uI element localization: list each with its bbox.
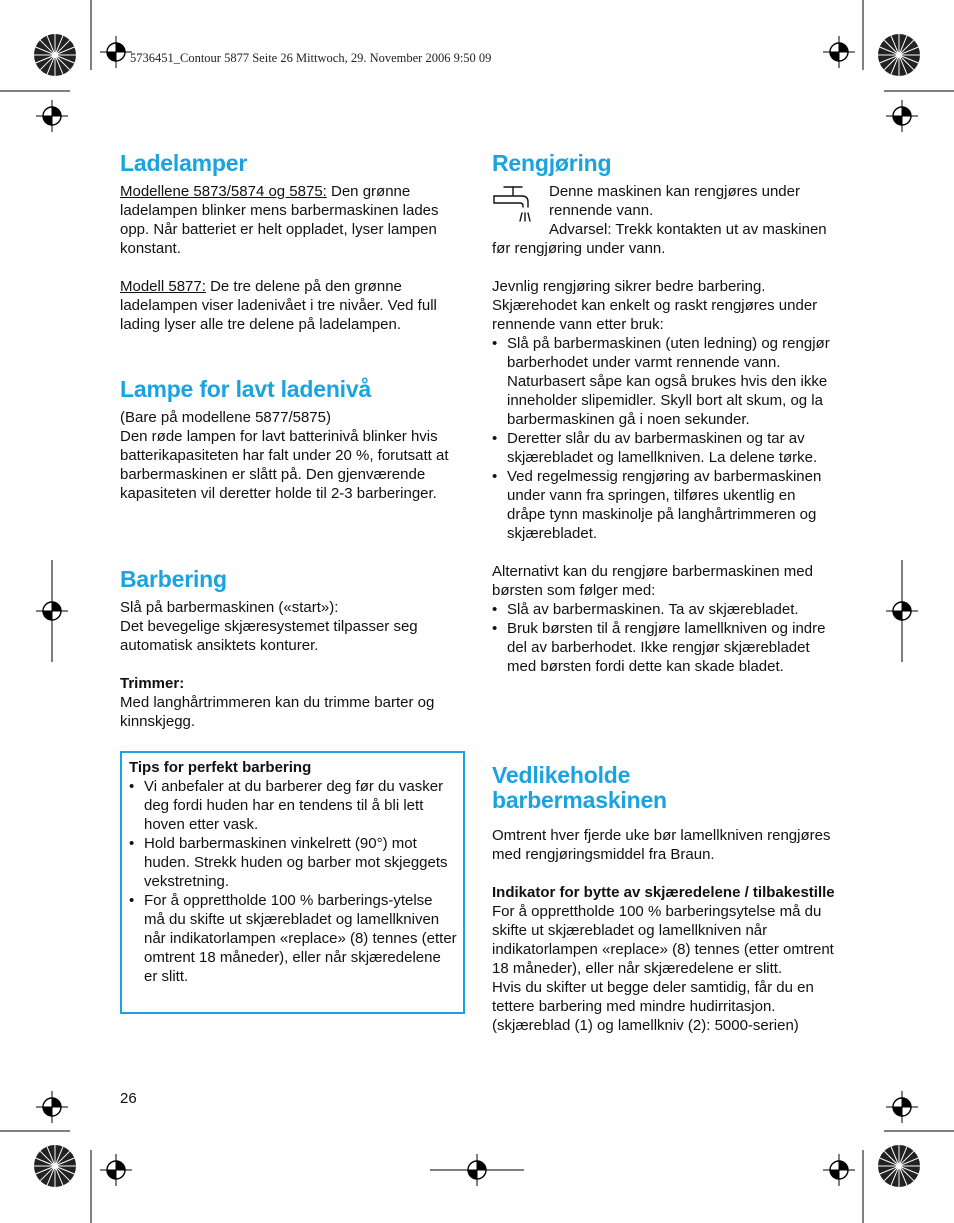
rengjoring-icon-text: Denne maskinen kan rengjøres under rennende vann. [549, 183, 800, 219]
rengjoring-text: Jevnlig rengjøring sikrer bedre barbering. Skjærehodet kan enkelt og raskt rengjøres under rennende vann etter bruk: • Slå på barbermaskinen (uten ledning) og rengjør barberhodet under varmt rennende vann. Naturbasert såpe kan også brukes hvis den ikke inneholder slipemidler. Skyll bort alt skum, og la barbermaskinen gå i noen sekunder. • Deretter slår du av barbermaskinen og tar av skjærebladet og lamellkniven. La delene tørke. • Ved regelmessig rengjøring av barbermaskinen under vann fra springen, tilføres ukentlig en dråpe tynn maskinolje på langhårtrimmeren og skjærebladet. Alternativt kan du rengjøre barbermaskinen med børsten som følger med: • Slå av barbermaskinen. Ta av skjærebladet. • Bruk børsten til å rengjøre lamellkniven og indre del av barberhodet. Ikke rengjør skjærebladet med børsten fordi dette kan skade bladet. [492, 277, 837, 676]
registration-star-icon [34, 1145, 76, 1187]
list-item: • Slå av barbermaskinen. Ta av skjærebladet. [492, 600, 837, 619]
list-item: • Vi anbefaler at du barberer deg før du vasker deg fordi huden har en tendens til å bli lett hoven etter vask. [129, 777, 457, 834]
list-item: • For å opprettholde 100 % barberings-ytelse må du skifte ut skjærebladet og lamellkniven når indikatorlampen «replace» (8) tennes (etter omtrent 18 måneder), eller når skjæredelene er slitt. [129, 891, 457, 986]
indikator-title: Indikator for bytte av skjæredelene / tilbakestille [492, 884, 835, 901]
tips-title: Tips for perfekt barbering [129, 759, 312, 776]
tips-list [129, 777, 457, 986]
heading-vedlikeholde: Vedlikeholde barbermaskinen [492, 762, 667, 813]
barbering-text: Slå på barbermaskinen («start»): Det bevegelige skjæresystemet tilpasser seg automatisk ansiktets konturer. Trimmer: Med langhårtrimmeren kan du trimme barter og kinnskjegg. [120, 598, 465, 731]
page-number: 26 [120, 1090, 137, 1107]
print-slug-line: 5736451_Contour 5877 Seite 26 Mittwoch, 29. November 2006 9:50 09 [130, 51, 492, 65]
list-item: • Slå på barbermaskinen (uten ledning) og rengjør barberhodet under varmt rennende vann. Naturbasert såpe kan også brukes hvis den ikke inneholder slipemidler. Skyll bort alt skum, og la barbermaskinen gå i noen sekunder. [492, 334, 837, 429]
list-item: • Deretter slår du av barbermaskinen og tar av skjærebladet og lamellkniven. La delene tørke. [492, 429, 837, 467]
trimmer-title: Trimmer: [120, 675, 185, 692]
heading-rengjoring: Rengjøring [492, 150, 612, 176]
list-item: • Ved regelmessig rengjøring av barbermaskinen under vann fra springen, tilføres ukentlig en dråpe tynn maskinolje på langhårtrimmeren og skjærebladet. [492, 467, 837, 543]
brush-list [492, 600, 837, 676]
list-item: • Bruk børsten til å rengjøre lamellkniven og indre del av barberhodet. Ikke rengjør skjærebladet med børsten fordi dette kan skade bladet. [492, 619, 837, 676]
heading-barbering: Barbering [120, 566, 227, 592]
registration-star-icon [878, 1145, 920, 1187]
rengjoring-warning: Advarsel: Trekk kontakten ut av maskinen før rengjøring under vann. [492, 221, 827, 257]
rengjoring-list [492, 334, 837, 543]
ladelamper-text: Modellene 5873/5874 og 5875: Den grønne ladelampen blinker mens barbermaskinen lades opp. Når batteriet er helt oppladet, lyser lampen konstant. Modell 5877: De tre delene på den grønne ladelampen viser ladenivået i tre nivåer. Ved full lading lyser alle tre delene på ladelampen. [120, 183, 439, 333]
heading-ladelamper: Ladelamper [120, 150, 248, 176]
model-5877-label: Modell 5877: [120, 278, 206, 295]
list-item: • Hold barbermaskinen vinkelrett (90°) mot huden. Strekk huden og barber mot skjeggets vekstretning. [129, 834, 457, 891]
tips-box [120, 751, 465, 1014]
models-5873-5875-label: Modellene 5873/5874 og 5875: [120, 183, 327, 200]
lampe-text: (Bare på modellene 5877/5875) Den røde lampen for lavt batterinivå blinker hvis batterikapasiteten har falt under 20 %, forutsatt at barbermaskinen er slått på. Den gjenværende kapasiteten vil deretter holde til 2-3 barberinger. [120, 409, 449, 502]
vedlikehold-text: Omtrent hver fjerde uke bør lamellkniven rengjøres med rengjøringsmiddel fra Braun. Indikator for bytte av skjæredelene / tilbakestille For å opprettholde 100 % barberingsytelse må du skifte ut skjærebladet og lamellkniven når indikatorlampen «replace» (8) tennes (etter omtrent 18 måneder), eller når skjæredelene er slitt. Hvis du skifter ut begge deler samtidig, får du en tettere barbering med mindre hudirritasjon. (skjæreblad (1) og lamellkniv (2): 5000-serien) [492, 826, 837, 1035]
heading-lampe-lavt-ladeniva: Lampe for lavt ladenivå [120, 376, 372, 402]
registration-star-icon [878, 34, 920, 76]
registration-star-icon [34, 34, 76, 76]
